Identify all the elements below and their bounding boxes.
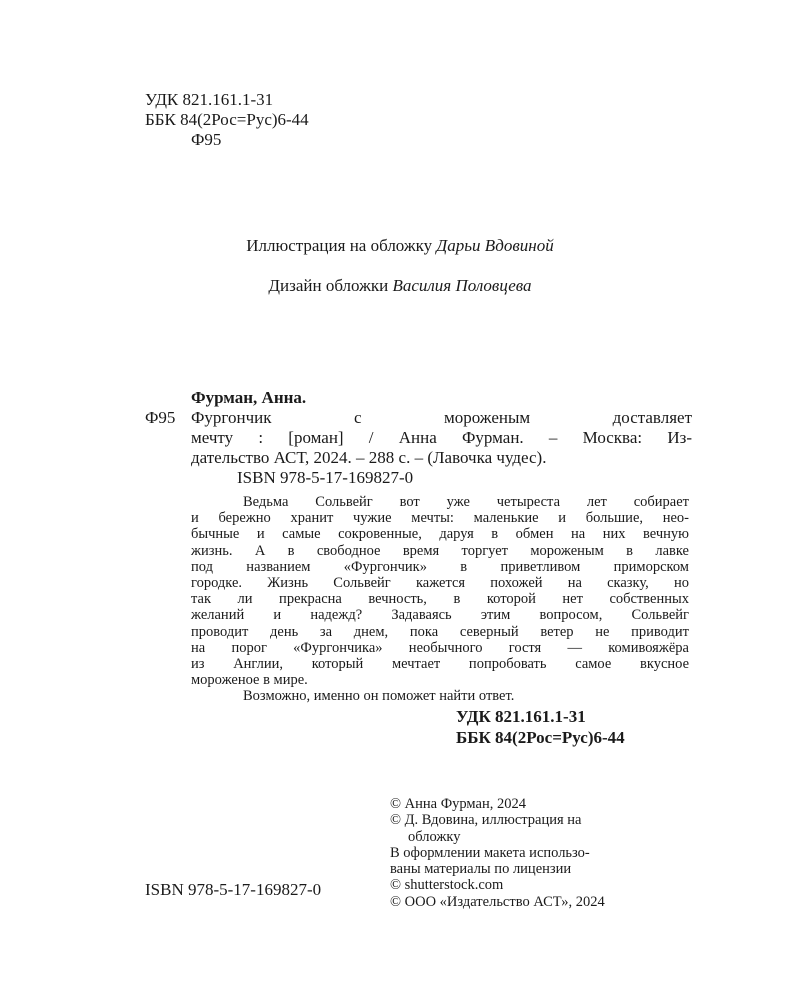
classification-bottom bbox=[456, 706, 625, 748]
designer-name: Василия Половцева bbox=[392, 276, 532, 295]
annotation-line: на порог «Фургончика» необычного гостя — комивояжёра bbox=[191, 639, 689, 656]
record-line: мечту : [роман] / Анна Фурман. – Москва: Из- bbox=[191, 428, 692, 447]
illustration-credit bbox=[0, 236, 800, 256]
record-title-row bbox=[145, 408, 692, 428]
title-word: доставляет bbox=[612, 408, 693, 427]
annotation-line: под названием «Фургончик» в приветливом приморском bbox=[191, 558, 689, 575]
annotation-line: Ведьма Сольвейг вот уже четыреста лет собирает bbox=[243, 494, 689, 510]
design-credit bbox=[0, 276, 800, 296]
copyright-line: © shutterstock.com bbox=[390, 877, 504, 894]
illustration-label: Иллюстрация на обложку bbox=[246, 236, 433, 255]
copyright-line: обложку bbox=[408, 828, 461, 845]
design-label: Дизайн обложки bbox=[268, 276, 389, 295]
annotation-line: жизнь. А в свободное время торгует мороженым в лавке bbox=[191, 542, 689, 559]
annotation-line: из Англии, который мечтает попробовать самое вкусное bbox=[191, 655, 689, 672]
record-author: Фурман, Анна. bbox=[191, 388, 307, 407]
udk-code-bold: УДК 821.161.1-31 bbox=[456, 707, 586, 726]
record-author-sign: Ф95 bbox=[145, 408, 176, 427]
copyright-block bbox=[390, 796, 605, 910]
annotation bbox=[191, 494, 689, 704]
annotation-line: городке. Жизнь Сольвейг кажется похожей на сказку, но bbox=[191, 574, 689, 591]
classification-top bbox=[145, 90, 309, 150]
annotation-line: желаний и надежд? Задаваясь этим вопросом, Сольвейг bbox=[191, 607, 689, 624]
bbk-code-bold: ББК 84(2Рос=Рус)6-44 bbox=[456, 728, 625, 747]
record-title-line bbox=[191, 408, 692, 428]
annotation-line: мороженое в мире. bbox=[191, 672, 308, 689]
bibliographic-record bbox=[145, 388, 692, 490]
copyright-line: © Анна Фурман, 2024 bbox=[390, 796, 526, 812]
copyright-line: В оформлении макета использо- bbox=[390, 844, 590, 861]
udk-code: УДК 821.161.1-31 bbox=[145, 90, 274, 109]
annotation-line: проводит день за днем, пока северный ветер не приводит bbox=[191, 623, 689, 640]
copyright-line: ваны материалы по лицензии bbox=[390, 861, 572, 878]
title-word: с bbox=[353, 408, 362, 427]
annotation-line: бычные и самые сокровенные, даруя в обмен на них вечную bbox=[191, 526, 689, 543]
isbn-bottom: ISBN 978-5-17-169827-0 bbox=[145, 880, 322, 899]
title-word: мороженым bbox=[443, 408, 531, 427]
annotation-closing: Возможно, именно он поможет найти ответ. bbox=[243, 688, 515, 705]
record-line: дательство АСТ, 2024. – 288 с. – (Лавочка чудес). bbox=[191, 448, 547, 467]
annotation-line: так ли прекрасна вечность, в которой нет собственных bbox=[191, 591, 689, 608]
record-isbn: ISBN 978-5-17-169827-0 bbox=[237, 468, 414, 487]
author-sign: Ф95 bbox=[191, 130, 222, 149]
annotation-line: и бережно хранит чужие мечты: маленькие и большие, нео- bbox=[191, 510, 689, 527]
title-word: Фургончик bbox=[191, 408, 272, 427]
copyright-line: © Д. Вдовина, иллюстрация на bbox=[390, 812, 582, 829]
illustrator-name: Дарьи Вдовиной bbox=[436, 236, 554, 255]
bbk-code: ББК 84(2Рос=Рус)6-44 bbox=[145, 110, 309, 129]
copyright-line: © ООО «Издательство АСТ», 2024 bbox=[390, 893, 605, 910]
